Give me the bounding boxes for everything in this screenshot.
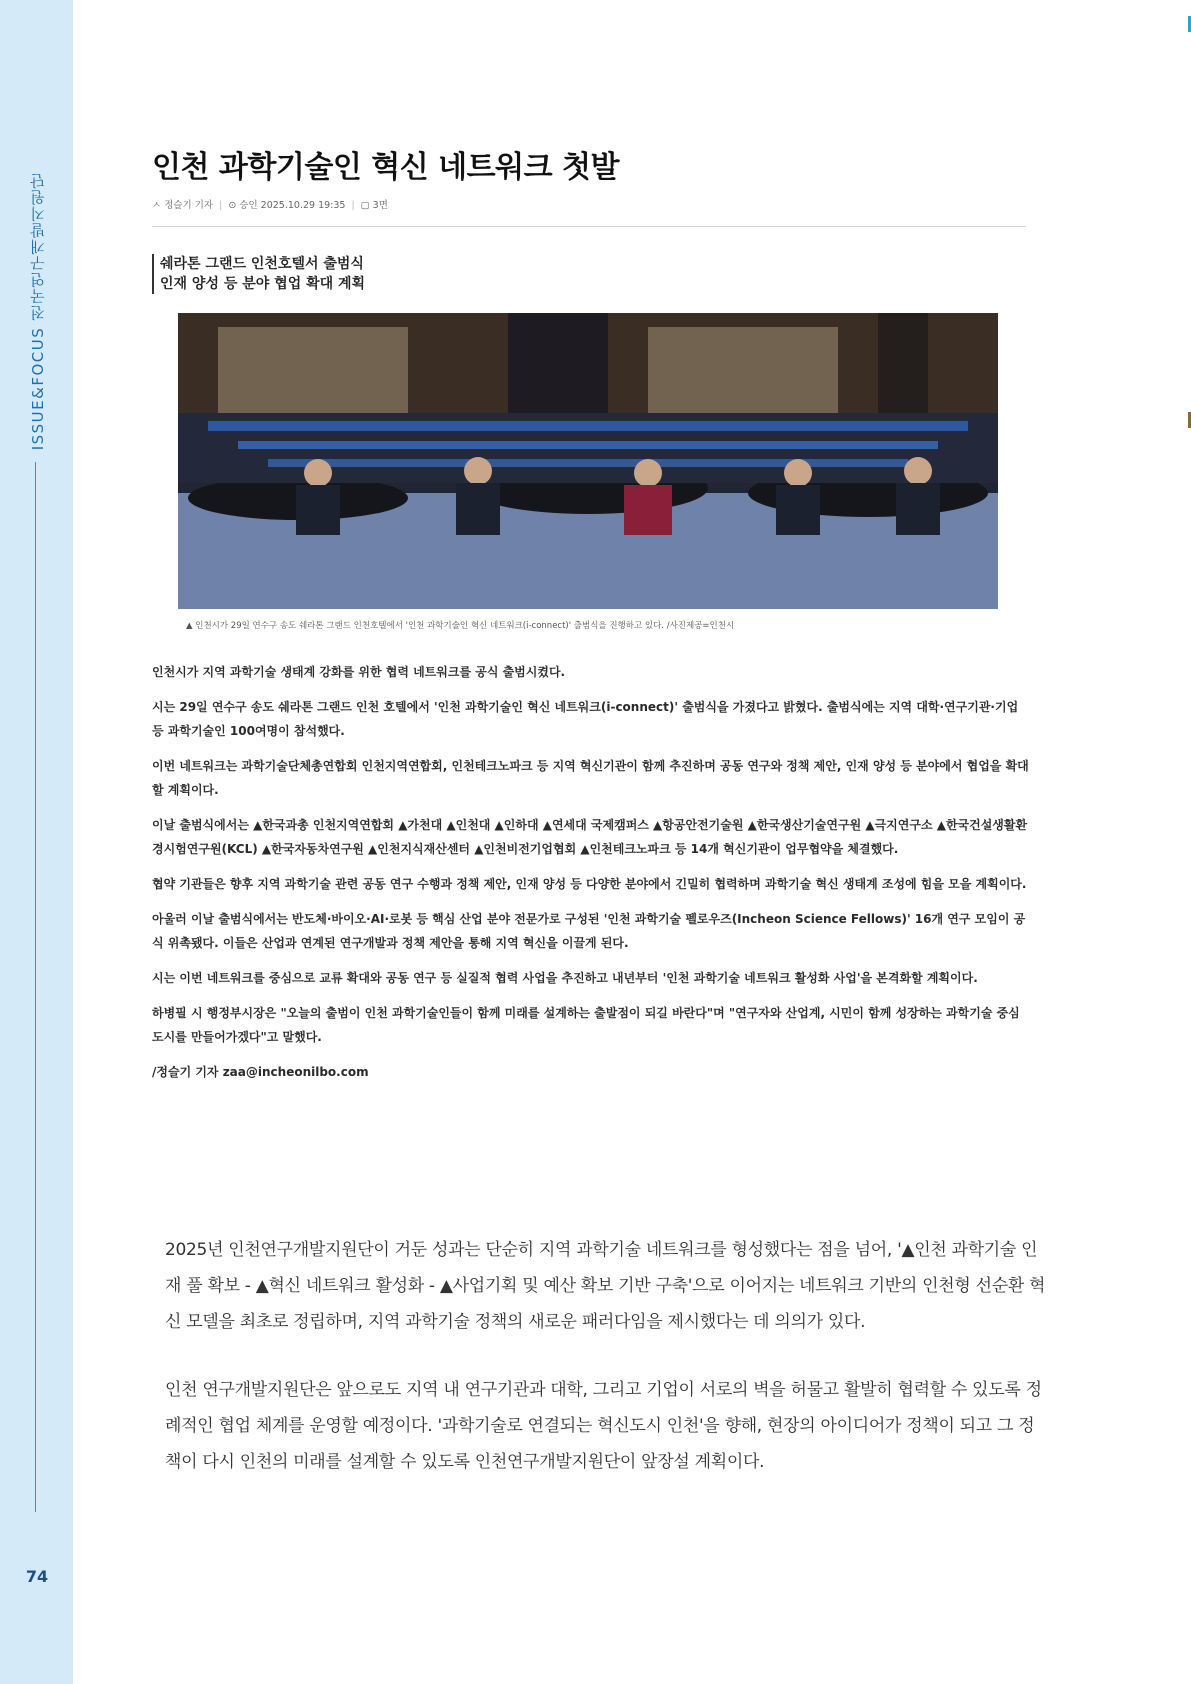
byline-divider [152, 226, 1026, 227]
sidebar-label-wrap [24, 140, 50, 450]
subhead: 인재 양성 등 분야 협업 확대 계획 [160, 276, 366, 292]
article-paragraph: 이번 네트워크는 과학기술단체총연합회 인천지역연합회, 인천테크노파크 등 지역 혁신기관이 함께 추진하며 공동 연구와 정책 제안, 인재 양성 등 분야에서 협업을 확대할 계획이다. [152, 759, 1029, 797]
byline-page: ▢ 3면 [360, 200, 388, 211]
article-paragraph: 시는 29일 연수구 송도 쉐라톤 그랜드 인천 호텔에서 '인천 과학기술인 혁신 네트워크(i-connect)' 출범식을 가졌다고 밝혔다. 출범식에는 지역 대학·연구기관·기업 등 과학기술인 100여명이 참석했다. [152, 700, 1019, 738]
article-paragraph: 하병필 시 행정부시장은 "오늘의 출범이 인천 과학기술인들이 함께 미래를 설계하는 출발점이 되길 바란다"며 "연구자와 산업계, 시민이 함께 성장하는 과학기술 중심 도시를 만들어가겠다"고 말했다. [152, 1006, 1020, 1044]
byline-author: ㅅ 정슬기 기자 [152, 200, 214, 211]
subhead: 쉐라톤 그랜드 인천호텔서 출범식 [160, 256, 364, 272]
article-headline: 인천 과학기술인 혁신 네트워크 첫발 [152, 150, 619, 185]
event-photo [178, 313, 998, 609]
article-body [152, 660, 1032, 1095]
body-paragraph: 인천 연구개발지원단은 앞으로도 지역 내 연구기관과 대학, 그리고 기업이 서로의 벽을 허물고 활발히 협력할 수 있도록 정례적인 협업 체계를 운영할 예정이다. '과학기술로 연결되는 혁신도시 인천'을 향해, 현장의 아이디어가 정책이 되고 그 정책이 다시 인천의 미래를 설계할 수 있도록 인천연구개발지원단이 앞장설 계획이다. [165, 1380, 1042, 1472]
section-label: ISSUE&FOCUS 전국연구개발지원단 [28, 171, 47, 450]
sidebar-divider [35, 462, 36, 1512]
article-signoff: /정슬기 기자 zaa@incheonilbo.com [152, 1065, 369, 1079]
article-paragraph: 시는 이번 네트워크를 중심으로 교류 확대와 공동 연구 등 실질적 협력 사업을 추진하고 내년부터 '인천 과학기술 네트워크 활성화 사업'을 본격화할 계획이다. [152, 971, 978, 985]
byline-published: ⊙ 승인 2025.10.29 19:35 [228, 200, 346, 211]
article-subheads [152, 254, 365, 294]
page-body-text [165, 1232, 1050, 1512]
article-byline: ㅅ 정슬기 기자 | ⊙ 승인 2025.10.29 19:35 | ▢ 3면 [152, 200, 388, 211]
article-paragraph: 이날 출범식에서는 ▲한국과총 인천지역연합회 ▲가천대 ▲인천대 ▲인하대 ▲연세대 국제캠퍼스 ▲항공안전기술원 ▲한국생산기술연구원 ▲극지연구소 ▲한국건설생활환경시험연구원(KCL) ▲한국자동차연구원 ▲인천지식재산센터 ▲인천비전기업협회 ▲인천테크노파크 등 14개 혁신기관이 업무협약을 체결했다. [152, 818, 1028, 856]
page-number: 74 [25, 1567, 49, 1586]
photo-caption: ▲ 인천시가 29일 연수구 송도 쉐라톤 그랜드 인천호텔에서 '인천 과학기술인 혁신 네트워크(i-connect)' 출범식을 진행하고 있다. /사진제공=인천시 [186, 621, 735, 631]
article-paragraph: 아울러 이날 출범식에서는 반도체·바이오·AI·로봇 등 핵심 산업 분야 전문가로 구성된 '인천 과학기술 펠로우즈(Incheon Science Fellows)' 16개 연구 모임이 공식 위촉됐다. 이들은 산업과 연계된 연구개발과 정책 제안을 통해 지역 혁신을 이끌게 된다. [152, 912, 1026, 950]
body-paragraph: 2025년 인천연구개발지원단이 거둔 성과는 단순히 지역 과학기술 네트워크를 형성했다는 점을 넘어, '▲인천 과학기술 인재 풀 확보 - ▲혁신 네트워크 활성화 - ▲사업기획 및 예산 확보 기반 구축'으로 이어지는 네트워크 기반의 인천형 선순환 혁신 모델을 최초로 정립하며, 지역 과학기술 정책의 새로운 패러다임을 제시했다는 데 의의가 있다. [165, 1240, 1046, 1332]
article-paragraph: 인천시가 지역 과학기술 생태계 강화를 위한 협력 네트워크를 공식 출범시켰다. [152, 665, 566, 679]
news-clipping [144, 130, 1044, 1160]
article-paragraph: 협약 기관들은 향후 지역 과학기술 관련 공동 연구 수행과 정책 제안, 인재 양성 등 다양한 분야에서 긴밀히 협력하며 과학기술 혁신 생태계 조성에 힘을 모을 계획이다. [152, 877, 1027, 891]
